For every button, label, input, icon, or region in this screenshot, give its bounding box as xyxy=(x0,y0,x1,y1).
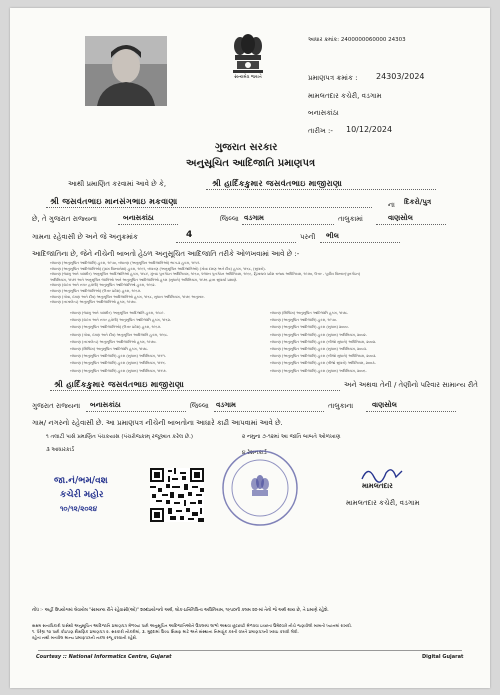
taluka-2: વાણસોલ xyxy=(372,401,397,409)
district-2: બનાસકાંઠા xyxy=(90,401,121,409)
footer-para: સક્ષમ સત્તાધિકારી પાસેથી અનુસૂચિત આદિજાતિ પ્રમાણપત્ર મેળવ્યા પછી અનુસૂચિત આદિજાતિઓને ઉપલબ્ધ લાભો અથવા છૂટછાટો મેળવવા ઇચ્છતા ઉમેદવારે નીચે જણાવેલી બાબતો ધ્યાનમાં રાખવી. xyxy=(32,623,353,628)
mamlatdar-title: મામલતદાર xyxy=(362,482,393,490)
cert-no-label: પ્રમાણપત્ર ક્રમાંક : xyxy=(308,74,358,82)
mamlatdar-office: મામલતદાર કચેરી, વડગામ xyxy=(346,499,420,507)
handwritten-inward-no: જા.નં/ભમ/વશ xyxy=(54,476,108,486)
footer-para: રહેતા નથી બતાવેલ માન્ય પ્રમાણપત્રની નકલ રજૂ કરવાની રહેશે. xyxy=(32,635,138,640)
order-item: બંધારણ (અનુસૂચિત આદિજાતિ) હુકમ (બીજો સુધારો) અધિનિયમ, ૨૦૦૨. xyxy=(270,339,377,344)
order-item: બંધારણ (જમ્મુ અને કાશ્મીર) અનુસૂચિત આદિજાતિઓ હુકમ, ૧૯૮૯, મુંબઇ પુનર્ગઠન અધિનિયમ, ૧૯૬૦, પંજાબ પુનર્ગઠન અધિનિયમ, ૧૯૬૬, હિમાચલ પ્રદેશ રાજ્ય અધિનિયમ, ૧૯૭૦, ઉત્તર - પૂર્વીય વિસ્તાર(પુનર્ગઠન) xyxy=(50,272,361,277)
qr-code xyxy=(150,468,204,522)
order-item: બંધારણ (અનુસૂચિત આદિજાતિ) હુકમ (સુધારા) અધિનિયમ, ૧૯૯૭. xyxy=(70,368,167,373)
order-item: બંધારણ (અનુસૂચિત આદિજાતિ) હુકમ, ૧૯૫૦. xyxy=(270,318,338,323)
village-2: વડગામ xyxy=(216,401,236,409)
district-1: બનાસકાંઠા xyxy=(123,214,154,222)
cert-no: 24303/2024 xyxy=(376,72,425,81)
para-label: પરની xyxy=(300,233,316,241)
basis-item-4: ૪ રેશનકાર્ડ xyxy=(242,450,267,456)
order-item: બંધારણ (ગોવા, દમણ અને દીવ) અનુસૂચિત આદિજાતિ હુકમ, ૧૯૬૮. xyxy=(70,332,169,337)
order-item: બંધારણ (અનુસૂચિત આદિજાતિ) હુકમ, ૧૯૫૦, બંધારણ (અનુસૂચિત આદિજાતિઓ) ભાગ-૨ હુકમ, ૧૯૫૧. xyxy=(50,261,201,265)
resident-lead: છે, તે ગુજરાત રાજ્યના xyxy=(32,215,97,223)
order-item: બંધારણ (જમ્મુ અને કાશ્મીર) અનુસૂચિત આદિજાતિ હુકમ, ૧૯૮૯. xyxy=(70,311,165,315)
taluka-label-2: તાલુકાના xyxy=(328,402,354,410)
office-seal-icon xyxy=(220,448,300,528)
orders-column-right xyxy=(270,310,450,375)
order-item: બંધારણ (સિક્કિમ) અનુસૂચિત આદિજાતિ હુકમ, ૧૯૭૮. xyxy=(70,347,149,352)
aadhaar-reference: આધાર ક્રમાંક: 2400000060000 24303 xyxy=(308,37,406,43)
basis-item-1: ૧ તલાટી પાસે પ્રમાણિત પંચકયાસ (પંચરોજકામ્ રજૂઆત કરેલ છે.) xyxy=(46,434,193,440)
father-name: શ્રી જસવંતભાઇ માનસંગભાઇ મકવાણા xyxy=(50,196,178,206)
office-name: મામલતદાર કચેરી, વડગામ xyxy=(308,92,382,100)
stamp-date: ૧૦/૧૨/૨૦૨૪ xyxy=(60,504,98,513)
taluka-1: વાણસોલ xyxy=(388,214,413,222)
tribe-name: ભીલ xyxy=(326,232,339,240)
order-item: બંધારણ (અનુસૂચિત આદિજાતિ) હુકમ (સુધારા) અધિનિયમ, ૨૦૦૩. xyxy=(270,347,368,352)
order-item: અધિનિયમ, ૧૯૭૧ અને અનુસૂચિત જાતિઓ અને અનુસૂચિત આદિજાતિઓ હુકમ (સુધારો) અધિનિયમ, ૧૯૭૬ દ્વારા સુધાર્યા પ્રમાણે. xyxy=(50,277,238,282)
serial-number: 4 xyxy=(186,230,193,240)
district-name: બનાસકાંઠા xyxy=(308,109,339,117)
applicant-name: શ્રી હાર્દિકકુમાર જસવંતભાઇ માજીરાણા xyxy=(212,178,343,188)
order-item: બંધારણ (અનુસૂચિત આદિજાતિઓ) (ગ્રામ વિસ્તારોમાં) હુકમ, ૧૯૬૧, બંધારણ (અનુસૂચિત આદિજાતિઓ) (ગોવા દમણ અને દીવ) હુકમ, ૧૯૬૮, (સુધારો). xyxy=(50,266,266,271)
order-item: બંધારણ (અનુસૂચિત આદિજાતિ) હુકમ (સુધારા) ૨૦૦૦. xyxy=(270,325,349,330)
footer-instructions xyxy=(32,623,472,641)
certificate-title: અનુસૂચિત આદિજાતિ પ્રમાણપત્ર xyxy=(186,158,316,169)
serial-lead: ગામના રહેવાસી છે અને જે અનુક્રમાંક xyxy=(32,233,138,241)
order-item: બંધારણ (નાગાલેન્ડ) અનુસૂચિત આદિજાતિઓ હુકમ, ૧૯૭૦. xyxy=(70,339,157,344)
order-item: બંધારણ (દાદરા અને નગર હવેલી) અનુસૂચિત આદિજાતિઓ હુકમ, ૧૯૬૨. xyxy=(50,283,156,288)
orders-list xyxy=(50,261,460,306)
basis-item-2: ૨ નમુના ૭-૧૨માં આ જાતિ બાબતે ઓળખાણ xyxy=(242,434,341,440)
order-item: બંધારણ (અનુસૂચિત આદિજાતિ) હુકમ (ત્રીજો સુધારો) અધિનિયમ, ૨૦૦૩. xyxy=(270,361,376,366)
issue-date: 10/12/2024 xyxy=(346,125,393,134)
orders-intro: આદિજાતિના છે, જેને નીચેની બાબતો હેઠળ અનુસૂચિત આદિજાતિ તરીકે ઓળખવામાં આવે છે :- xyxy=(32,250,300,258)
orders-column-left xyxy=(70,310,250,375)
family-resident-text: અને અથવા તેની / તેણીનો પરિવાર સામાન્ય રીતે xyxy=(344,381,478,389)
order-item: બંધારણ (અનુસૂચિત આદિજાતિ) હુકમ (સુધારા) અધિનિયમ, ૨૦૦૨. xyxy=(270,332,367,337)
village-1: વડગામ xyxy=(244,214,264,222)
state-lead: ગુજરાત રાજ્યના xyxy=(32,402,81,410)
order-item: બંધારણ (નાગાલેન્ડ) અનુસૂચિત આદિજાતિઓ હુકમ, ૧૯૭૦. xyxy=(50,300,137,305)
date-label: તારીખ :- xyxy=(308,127,333,135)
na-label: ના xyxy=(388,201,395,209)
order-item: બંધારણ (અનુસૂચિત આદિજાતિ) હુકમ (સુધારા) અધિનિયમ, ૨૦૦૬. xyxy=(270,368,367,373)
taluka-label-1: તાલુકામાં xyxy=(338,215,363,223)
emblem-caption: સત્યમેવ જયતે xyxy=(234,75,262,80)
order-item: બંધારણ (ગોવા, દમણ અને દીવ) અનુસૂચિત આદિજાતિઓ હુકમ, ૧૯૬૮, સુધારા અધિનિયમ, ૧૯૭૬ અનુસાર. xyxy=(50,294,205,299)
applicant-name-repeat: શ્રી હાર્દિકકુમાર જસવંતભાઇ માજીરાણા xyxy=(54,379,185,389)
footer-note: નોંધ :- અહીં ઉપયોગમાં લેવાયેલ "સામાન્ય રીતે રહેવાસી(ઓ)" શબ્દપ્રયોગનો અર્થ, લોક-પ્રતિનિધિત્વ અધિનિયમ, ૧૯૫૦ની કલમ ૨૦-માં તેનો જે અર્થ થાય છે, તે પ્રમાણે રહેશે. xyxy=(32,608,329,613)
basis-item-3: ૩ આધારકાર્ડ xyxy=(46,447,75,453)
brand-text: Digital Gujarat xyxy=(422,654,464,660)
order-item: બંધારણ (દાદરા અને નગર હવેલી) અનુસૂચિત આદિજાતિ હુકમ, ૧૯૬૨. xyxy=(70,318,172,323)
govt-title: ગુજરાત સરકાર xyxy=(215,142,278,153)
order-item: બંધારણ (સિક્કિમ) અનુસૂચિત આદિજાતિ હુકમ, ૧૯૭૮. xyxy=(270,311,349,315)
order-item: બંધારણ (અનુસૂચિત આદિજાતિઓ) (ઉત્તર પ્રદેશ) હુકમ, ૧૯૬૭. xyxy=(70,325,162,330)
order-item: બંધારણ (અનુસૂચિત આદિજાતિ) હુકમ (બીજો સુધારો) અધિનિયમ, ૨૦૦૩. xyxy=(270,354,377,359)
certify-lead: આથી પ્રમાણિત કરવામાં આવે છે કે, xyxy=(68,180,167,188)
order-item: બંધારણ (અનુસૂચિત આદિજાતિ) હુકમ (સુધારા) અધિનિયમ, ૧૯૯૧. xyxy=(70,354,166,359)
certificate-page xyxy=(10,8,490,688)
courtesy-text: Courtesy :: National Informatics Centre, Gujarat xyxy=(36,654,172,660)
district-label-2: જિલ્લા xyxy=(190,402,209,410)
relation: દિકરો/પુત્ર xyxy=(404,198,432,206)
basis-intro: ગામ/ નગરનો રહેવાસી છે. આ પ્રમાણપત્ર નીચેની બાબતોના આધારે કાઢી આપવામાં આવે છે. xyxy=(32,419,283,427)
office-stamp-text: કચેરી મહોર xyxy=(60,490,104,500)
applicant-photo xyxy=(85,36,167,106)
order-item: બંધારણ (અનુસૂચિત આદિજાતિ) હુકમ (સુધારા) અધિનિયમ, ૧૯૯૬. xyxy=(70,361,167,366)
district-label-1: જિલ્લા xyxy=(220,215,239,223)
order-item: બંધારણ (અનુસૂચિત આદિજાતિઓ) (ઉત્તર પ્રદેશ) હુકમ, ૧૯૬૭. xyxy=(50,288,142,293)
footer-para: ૧. પેરેગ્રા ૧૦ પછી કોઇપણ શૈક્ષણિક પ્રમાણપત્ર ૨. સરકારી નોકરીમાં, ૩. મુદ્દામાં ઉચ્ચ શિક્ષણ માટે અને સંસ્થાના નિમણૂંક કરતી વખતે પ્રમાણપત્રની ખરાઇ કરાવી લેવી. xyxy=(32,629,299,634)
